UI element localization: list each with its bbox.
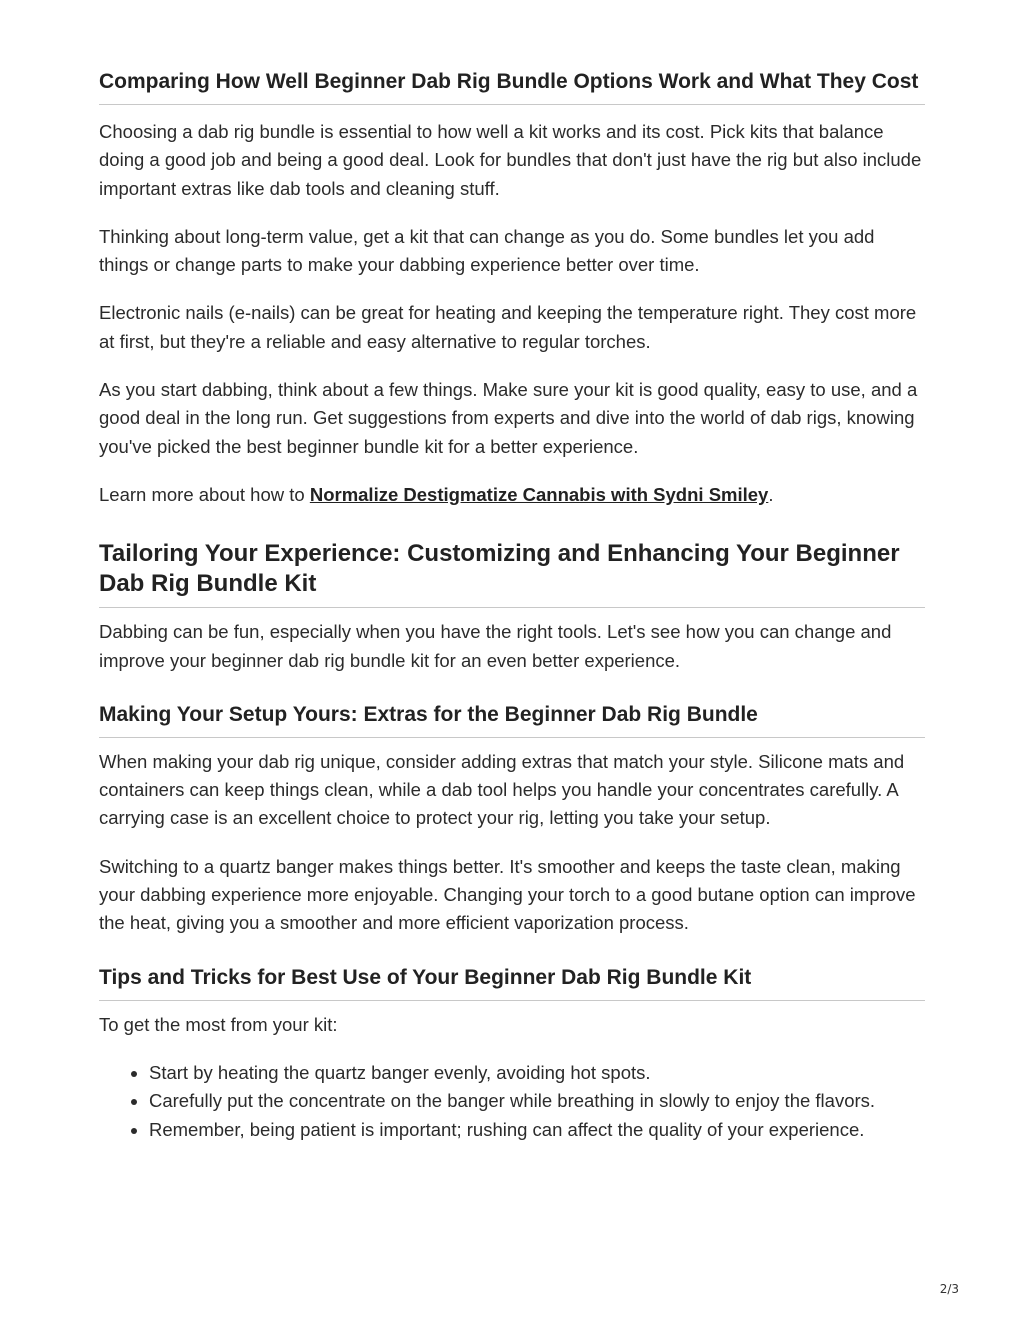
paragraph: Electronic nails (e-nails) can be great for heating and keeping the temperature right. They cost more at first, but they're a reliable and easy alternative to regular torches. <box>99 302 917 352</box>
section-heading-comparing: Comparing How Well Beginner Dab Rig Bundle Options Work and What They Cost <box>99 68 925 105</box>
learn-more-paragraph <box>99 481 925 509</box>
section-heading-tips: Tips and Tricks for Best Use of Your Beginner Dab Rig Bundle Kit <box>99 964 925 1001</box>
page-number: 2/3 <box>939 1282 959 1296</box>
paragraph: Choosing a dab rig bundle is essential to how well a kit works and its cost. Pick kits that balance doing a good job and being a good deal. Look for bundles that don't just have the rig but also include important extras like dab tools and cleaning stuff. <box>99 121 922 199</box>
normalize-destigmatize-link[interactable]: Normalize Destigmatize Cannabis with Sydni Smiley <box>309 483 769 505</box>
list-item: • Carefully put the concentrate on the banger while breathing in slowly to enjoy the flavors. <box>149 1087 925 1115</box>
document-page <box>99 68 925 1144</box>
paragraph: Switching to a quartz banger makes things better. It's smoother and keeps the taste clean, making your dabbing experience more enjoyable. Changing your torch to a good butane option can improve the heat, giving you a smoother and more efficient vaporization process. <box>99 855 916 934</box>
learn-more-suffix: . <box>768 483 774 505</box>
list-item: • Start by heating the quartz banger evenly, avoiding hot spots. <box>149 1059 925 1087</box>
section-heading-tailoring: Tailoring Your Experience: Customizing and Enhancing Your Beginner Dab Rig Bundle Kit <box>99 539 925 608</box>
section-heading-extras: Making Your Setup Yours: Extras for the Beginner Dab Rig Bundle <box>99 701 925 738</box>
paragraph: Thinking about long-term value, get a kit that can change as you do. Some bundles let you add things or change parts to make your dabbing experience better over time. <box>99 225 875 276</box>
paragraph: When making your dab rig unique, consider adding extras that match your style. Silicone mats and containers can keep things clean, while a dab tool helps you handle your concentrates carefully. A carrying case is an excellent choice to protect your rig, letting you take your setup. <box>99 750 905 829</box>
paragraph: Dabbing can be fun, especially when you have the right tools. Let's see how you can change and improve your beginner dab rig bundle kit for an even better experience. <box>99 621 892 671</box>
tips-list <box>99 1059 925 1144</box>
list-item: • Remember, being patient is important; rushing can affect the quality of your experience. <box>149 1116 925 1144</box>
learn-more-prefix: Learn more about how to <box>99 483 310 505</box>
tips-intro: To get the most from your kit: <box>99 1013 338 1035</box>
paragraph: As you start dabbing, think about a few things. Make sure your kit is good quality, easy to use, and a good deal in the long run. Get suggestions from experts and dive into the world of dab rigs, knowing you've picked the best beginner bundle kit for a better experience. <box>99 379 918 457</box>
